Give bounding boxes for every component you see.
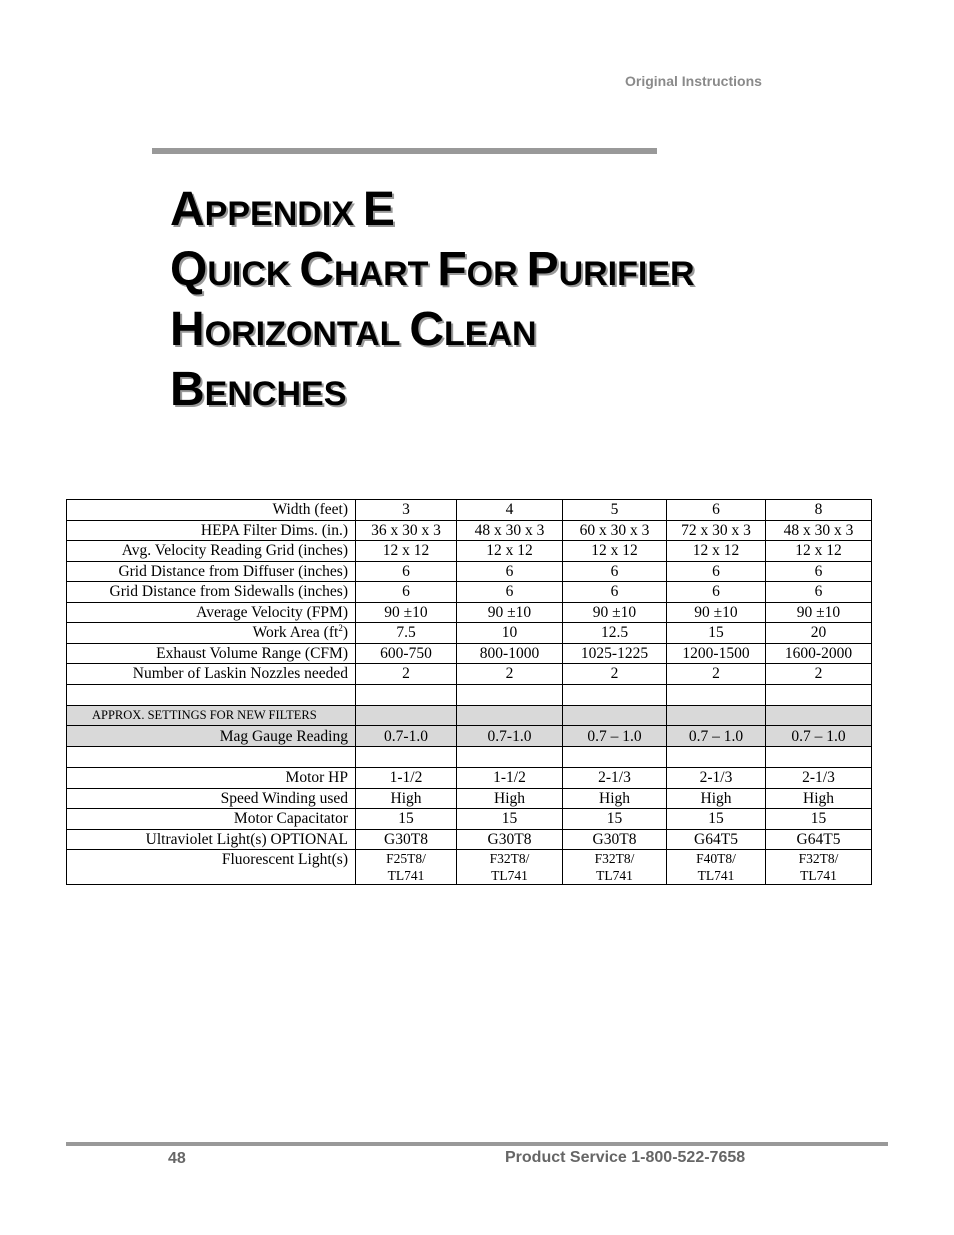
table-cell: 800-1000 [457,643,563,664]
table-cell: 3 [356,500,457,521]
table-row [67,850,872,885]
table-cell: 15 [766,809,872,830]
table-cell: 48 x 30 x 3 [766,520,872,541]
table-cell: 1600-2000 [766,643,872,664]
table-row [67,768,872,789]
table-cell: 0.7 – 1.0 [766,726,872,747]
header-note: Original Instructions [625,73,762,89]
table-row [67,829,872,850]
product-service-phone: Product Service 1-800-522-7658 [505,1149,746,1166]
row-label: Average Velocity (FPM) [67,602,356,623]
table-row [67,582,872,603]
table-cell: 90 ±10 [667,602,766,623]
table-cell: 72 x 30 x 3 [667,520,766,541]
table-cell: 7.5 [356,623,457,644]
row-label: Fluorescent Light(s) [67,850,356,885]
table-cell: 2 [563,664,667,685]
table-cell: 48 x 30 x 3 [457,520,563,541]
table-cell: 1-1/2 [356,768,457,789]
table-cell: High [667,788,766,809]
table-cell: 12 x 12 [667,541,766,562]
table-row [67,664,872,685]
table-cell: 36 x 30 x 3 [356,520,457,541]
table-cell: F32T8/ TL741 [457,850,563,885]
table-cell: 6 [766,582,872,603]
table-row [67,561,872,582]
table-cell: 12 x 12 [457,541,563,562]
table-cell: 2-1/3 [667,768,766,789]
row-label: Ultraviolet Light(s) OPTIONAL [67,829,356,850]
table-cell: 0.7 – 1.0 [563,726,667,747]
table-spacer-row [67,684,872,705]
title-line-3: HORIZONTAL CLEAN [170,303,537,356]
page-number: 48 [168,1150,186,1167]
table-cell: 12 x 12 [563,541,667,562]
settings-heading: APPROX. SETTINGS FOR NEW FILTERS [67,705,356,726]
footer-divider [66,1142,888,1146]
table-cell: 0.7-1.0 [356,726,457,747]
table-row [67,809,872,830]
table-row [67,643,872,664]
table-cell: 15 [356,809,457,830]
page-title [170,180,695,420]
table-cell: 90 ±10 [766,602,872,623]
row-label: Avg. Velocity Reading Grid (inches) [67,541,356,562]
table-cell: 15 [563,809,667,830]
table-row [67,788,872,809]
table-cell: 15 [667,809,766,830]
row-label: Work Area $(ft^2)$ [67,623,356,644]
table-cell: High [356,788,457,809]
title-line-1: APPENDIX E [170,183,395,236]
table-cell: 6 [563,582,667,603]
row-label: Mag Gauge Reading [67,726,356,747]
table-cell: G30T8 [563,829,667,850]
table-cell: 2-1/3 [766,768,872,789]
table-cell: G64T5 [766,829,872,850]
table-cell: 0.7-1.0 [457,726,563,747]
top-divider [152,148,657,154]
table-cell: High [766,788,872,809]
table-cell: 90 ±10 [356,602,457,623]
table-cell: 15 [457,809,563,830]
table-cell: 12.5 [563,623,667,644]
table-cell: F40T8/ TL741 [667,850,766,885]
table-cell: 20 [766,623,872,644]
table-cell: 6 [356,582,457,603]
table-row [67,520,872,541]
table-cell: 1-1/2 [457,768,563,789]
table-cell: High [457,788,563,809]
row-label: Exhaust Volume Range (CFM) [67,643,356,664]
row-label: Width (feet) [67,500,356,521]
table-cell: 90 ±10 [457,602,563,623]
title-line-4: BENCHES [170,363,347,416]
table-cell: 2-1/3 [563,768,667,789]
table-row [67,500,872,521]
table-cell: 1200-1500 [667,643,766,664]
table-cell: 12 x 12 [356,541,457,562]
row-label: HEPA Filter Dims. (in.) [67,520,356,541]
row-label: Grid Distance from Diffuser (inches) [67,561,356,582]
table-cell: 15 [667,623,766,644]
table-cell: 60 x 30 x 3 [563,520,667,541]
title-line-2: QUICK CHART FOR PURIFIER [170,243,695,296]
settings-heading-row [67,705,872,726]
table-row [67,726,872,747]
table-cell: 2 [356,664,457,685]
table-cell: 600-750 [356,643,457,664]
table-cell: 6 [457,582,563,603]
table-cell: 2 [766,664,872,685]
table-cell: G30T8 [356,829,457,850]
table-cell: F32T8/ TL741 [563,850,667,885]
table-cell: 10 [457,623,563,644]
table-row [67,602,872,623]
clean-bench-spec-table [66,499,872,885]
table-cell: 6 [667,582,766,603]
table-cell: 4 [457,500,563,521]
table-cell: 5 [563,500,667,521]
table-cell: 1025-1225 [563,643,667,664]
row-label: Speed Winding used [67,788,356,809]
table-cell: 8 [766,500,872,521]
table-cell: 6 [766,561,872,582]
table-cell: 2 [457,664,563,685]
row-label: Grid Distance from Sidewalls (inches) [67,582,356,603]
table-cell: 6 [457,561,563,582]
table-cell: G30T8 [457,829,563,850]
table-cell: 6 [667,561,766,582]
table-spacer-row [67,747,872,768]
table-cell: G64T5 [667,829,766,850]
table-cell: F25T8/ TL741 [356,850,457,885]
table-cell: 6 [563,561,667,582]
table-cell: High [563,788,667,809]
table-cell: 2 [667,664,766,685]
row-label: Number of Laskin Nozzles needed [67,664,356,685]
row-label: Motor HP [67,768,356,789]
table-cell: 90 ±10 [563,602,667,623]
table-row [67,541,872,562]
table-row [67,623,872,644]
table-cell: 6 [356,561,457,582]
table-cell: 6 [667,500,766,521]
table-cell: 12 x 12 [766,541,872,562]
row-label: Motor Capacitator [67,809,356,830]
table-cell: 0.7 – 1.0 [667,726,766,747]
table-cell: F32T8/ TL741 [766,850,872,885]
